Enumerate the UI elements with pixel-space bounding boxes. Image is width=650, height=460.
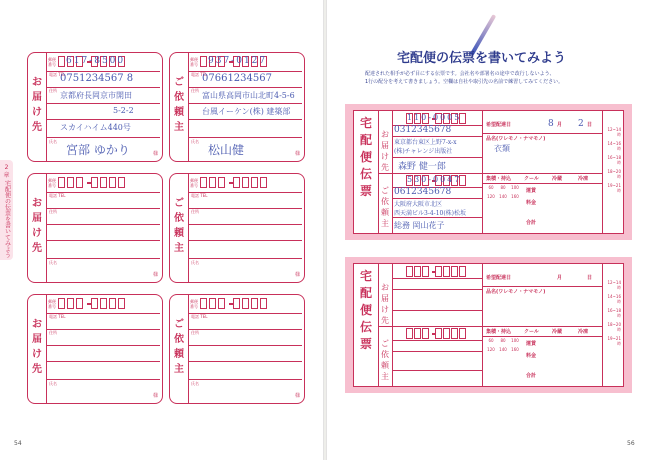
postal-digit-box[interactable] [200,298,207,309]
address-label: 住所 [191,330,199,335]
slip-form [353,263,624,387]
intro-line-1: 配達された相手が必ず目にする伝票です。会社名や部署名の途中で改行しないよう、 [365,71,555,77]
address-label: 住所 [191,209,199,214]
fee-label: 合計 [526,373,537,379]
delivery-date-label: 希望配達日 [486,275,512,281]
sama-label: 様 [294,151,300,157]
postal-digit-box[interactable] [435,328,442,339]
postal-dash [432,271,436,273]
recipient-card [27,173,163,283]
from-name-value: 総務 岡山花子 [394,221,445,230]
intro-line-2: 1行の配分を考えて書きましょう。空欄は自社や取引先の名前で練習してみてください。 [365,79,564,85]
postal-digit-box[interactable] [109,298,116,309]
address-line: 京都府長岡京市開田 [60,91,132,100]
service-label: クール [524,176,539,182]
size-value: 120 [487,347,495,352]
sender-card [169,294,305,404]
card-type-label: ご依頼主 [174,319,184,375]
postal-digit-box[interactable] [67,177,74,188]
postal-label: 郵便番号 [190,299,198,309]
postal-label: 郵便番号 [48,57,56,67]
postal-digit-box[interactable] [414,328,421,339]
sama-label: 様 [152,151,158,157]
size-value: 80 [500,185,506,190]
size-value: 80 [500,338,506,343]
phone-value: 0751234567 8 [60,73,134,84]
postal-digit-box[interactable] [100,177,107,188]
name-label: 氏名 [49,381,57,386]
sama-label: 様 [294,393,300,399]
postal-label: 郵便番号 [48,178,56,188]
delivery-slip [345,257,632,393]
sama-label: 様 [152,393,158,399]
postal-digit-box[interactable] [251,177,258,188]
delivery-month-value: 8 [548,119,554,129]
postal-digit-box[interactable] [58,177,65,188]
postal-digit-box[interactable] [200,56,207,67]
size-value: 60 [488,338,494,343]
name-label: 氏名 [191,381,199,386]
postal-digit-box[interactable] [233,177,240,188]
postal-digit-box[interactable] [91,177,98,188]
postal-digit-box[interactable] [209,177,216,188]
item-value: 衣類 [494,144,510,153]
page-number-right: 56 [627,440,635,447]
recipient-card [27,52,163,162]
from-postal-value: 530-0047 [407,175,462,184]
sama-label: 様 [152,272,158,278]
right-page [327,0,650,460]
postal-digit-box[interactable] [233,298,240,309]
time-slot-label: 16~18時 [607,155,621,165]
to-label: お届け先 [381,130,389,172]
phone-label: 電話 TEL [191,193,208,198]
to-address-line: 東京都台東区上野7-x-x [394,139,457,146]
postal-digit-box[interactable] [451,328,458,339]
address-line: 5-2-2 [113,106,134,115]
to-phone-value: 0312345678 [394,125,452,135]
postal-dash [432,333,436,335]
postal-digit-box[interactable] [58,56,65,67]
name-label: 氏名 [191,139,199,144]
service-label: 冷蔵 [552,329,563,335]
card-type-label: お届け先 [32,77,42,133]
address-line: 台風イーケン(株) 建築部 [202,107,291,116]
delivery-slip [345,104,632,240]
phone-label: 電話 TEL [49,314,66,319]
postal-digit-box[interactable] [443,266,450,277]
time-slot-label: 12~14時 [607,280,621,290]
month-label: 月 [557,122,563,128]
address-line: スカイハイム440号 [60,123,131,132]
time-slot-label: 14~16時 [607,294,621,304]
size-value: 120 [487,194,495,199]
chapter-tab [0,160,13,260]
postal-label: 郵便番号 [190,57,198,67]
fee-label: 運賃 [526,341,537,347]
postal-digit-box[interactable] [200,177,207,188]
card-type-label: お届け先 [32,198,42,254]
postal-digit-box[interactable] [414,266,421,277]
recipient-card [27,294,163,404]
address-label: 住所 [191,88,199,93]
postal-dash [87,303,91,305]
time-slot-label: 14~16時 [607,141,621,151]
postal-digit-box[interactable] [76,298,83,309]
postal-digit-box[interactable] [118,298,125,309]
postal-digit-box[interactable] [422,266,429,277]
postal-dash [87,182,91,184]
item-label: 品名(ワレモノ・ナマモノ) [486,136,546,142]
fee-label: 合計 [526,220,537,226]
from-label: ご依頼主 [381,339,389,381]
card-type-label: ご依頼主 [174,77,184,133]
fee-label: 運賃 [526,188,537,194]
postal-dash [229,303,233,305]
postal-dash [229,182,233,184]
postal-digit-box[interactable] [251,298,258,309]
postal-code-value: 937-0127 [208,56,268,66]
postal-digit-box[interactable] [118,177,125,188]
slip-form [353,110,624,234]
postal-digit-box[interactable] [406,328,413,339]
postal-digit-box[interactable] [109,177,116,188]
page-number-left: 54 [14,440,22,447]
postal-digit-box[interactable] [209,298,216,309]
service-label: 冷凍 [578,176,589,182]
intro-text [365,70,635,86]
delivery-day-value: 2 [578,119,584,129]
service-label: 集積・持込 [486,329,512,335]
service-label: 冷凍 [578,329,589,335]
card-type-label: お届け先 [32,319,42,375]
name-label: 氏名 [49,139,57,144]
to-label: お届け先 [381,283,389,325]
from-label: ご依頼主 [381,186,389,228]
postal-digit-box[interactable] [260,298,267,309]
delivery-date-label: 希望配達日 [486,122,512,128]
postal-digit-box[interactable] [451,266,458,277]
address-label: 住所 [49,88,57,93]
day-label: 日 [587,275,593,281]
size-value: 160 [511,194,519,199]
sama-label: 様 [294,272,300,278]
time-slot-label: 18~20時 [607,322,621,332]
month-label: 月 [557,275,563,281]
service-label: 集積・持込 [486,176,512,182]
to-address-line: (株)チャレンジ出版社 [394,148,453,155]
service-label: 冷蔵 [552,176,563,182]
postal-digit-box[interactable] [58,298,65,309]
from-address-line: 西天満ビル3-4-10(株)松坂 [394,210,467,217]
time-slot-label: 16~18時 [607,308,621,318]
address-label: 住所 [49,209,57,214]
time-slot-label: 12~14時 [607,127,621,137]
chapter-title: 宅配便の伝票を書いてみよう [3,180,11,258]
name-label: 氏名 [191,260,199,265]
postal-label: 郵便番号 [48,299,56,309]
postal-digit-box[interactable] [242,298,249,309]
time-slot-label: 18~20時 [607,169,621,179]
time-slot-label: 19~21時 [607,183,621,193]
chapter-number: 2章 [3,164,10,179]
address-label: 住所 [49,330,57,335]
slip-title: 宅配便伝票 [359,116,372,198]
postal-digit-box[interactable] [76,177,83,188]
size-value: 100 [511,338,519,343]
postal-digit-box[interactable] [459,328,466,339]
postal-code-value: 617-8500 [66,56,126,66]
postal-label: 郵便番号 [190,178,198,188]
postal-digit-box[interactable] [406,266,413,277]
time-slot-label: 19~21時 [607,336,621,346]
postal-digit-box[interactable] [218,177,225,188]
name-value: 宮部 ゆかり [66,143,130,157]
postal-digit-box[interactable] [242,177,249,188]
from-address-line: 大阪府大阪市北区 [394,201,443,208]
size-value: 100 [511,185,519,190]
size-value: 140 [499,194,507,199]
postal-digit-box[interactable] [67,298,74,309]
postal-digit-box[interactable] [218,298,225,309]
postal-digit-box[interactable] [435,266,442,277]
size-value: 60 [488,185,494,190]
phone-label: 電話 TEL [191,72,208,77]
size-value: 160 [511,347,519,352]
postal-digit-box[interactable] [260,177,267,188]
address-line: 富山県高岡市山北町4-5-6 [202,91,295,100]
from-phone-value: 0612345678 [394,187,452,197]
name-label: 氏名 [49,260,57,265]
slip-title: 宅配便伝票 [359,269,372,351]
card-type-label: ご依頼主 [174,198,184,254]
name-value: 松山健 [208,143,245,157]
phone-value: 07661234567 [202,73,272,84]
sender-card [169,52,305,162]
postal-digit-box[interactable] [100,298,107,309]
page-title: 宅配便の伝票を書いてみよう [397,51,567,66]
fee-label: 料金 [526,200,537,206]
phone-label: 電話 TEL [49,72,66,77]
to-name-value: 森野 健一郎 [398,162,446,172]
fee-label: 料金 [526,353,537,359]
postal-digit-box[interactable] [91,298,98,309]
item-label: 品名(ワレモノ・ナマモノ) [486,289,546,295]
postal-digit-box[interactable] [443,328,450,339]
postal-digit-box[interactable] [422,328,429,339]
to-postal-value: 110-0005 [407,113,462,122]
phone-label: 電話 TEL [49,193,66,198]
postal-digit-box[interactable] [459,266,466,277]
size-value: 140 [499,347,507,352]
phone-label: 電話 TEL [191,314,208,319]
day-label: 日 [587,122,593,128]
sender-card [169,173,305,283]
service-label: クール [524,329,539,335]
left-page [0,0,323,460]
